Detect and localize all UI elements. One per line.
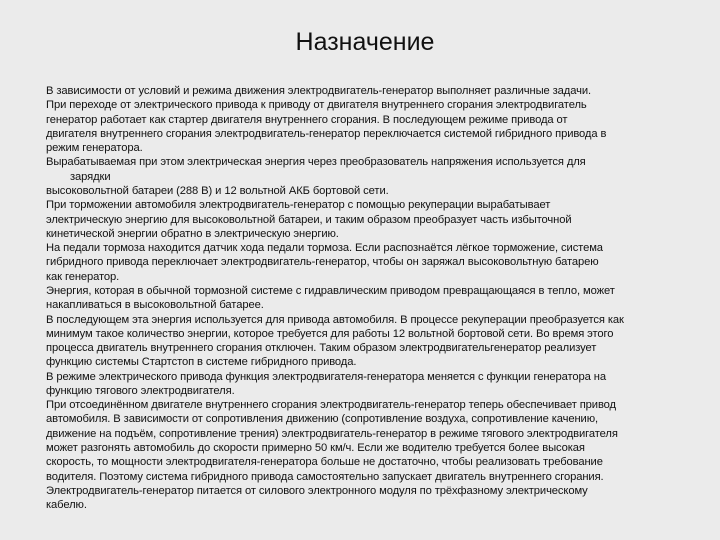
text-line: зарядки	[70, 170, 111, 183]
text-line: как генератор.	[46, 270, 120, 283]
text-line: электрическую энергию для высоковольтной батареи, и таким образом преобразует часть избыточной	[46, 213, 572, 226]
text-line: функцию тягового электродвигателя.	[46, 384, 235, 397]
text-line: автомобиля. В зависимости от сопротивления движению (сопротивление воздуха, сопротивление качению,	[46, 413, 598, 426]
text-line: Электродвигатель-генератор питается от силового электронного модуля по трёхфазному электрическому	[46, 484, 588, 497]
text-line: На педали тормоза находится датчик хода педали тормоза. Если распознаётся лёгкое торможение, система	[46, 242, 603, 255]
text-line: режим генератора.	[46, 142, 143, 155]
text-line: движение на подъём, сопротивление трения) электродвигатель-генератор в режиме тягового электродвигателя	[46, 427, 618, 440]
text-line: скорость, то мощности электродвигателя-генератора больше не достаточно, чтобы реализовать требование	[46, 456, 603, 469]
text-line: кабелю.	[46, 499, 87, 512]
text-line: В режиме электрического привода функция электродвигателя-генератора меняется с функции генератора на	[46, 370, 606, 383]
text-line: водителя. Поэтому система гибридного привода самостоятельно запускает двигатель внутреннего сгорания.	[46, 470, 604, 483]
text-line: гибридного привода переключает электродвигатель-генератор, чтобы он заряжал высоковольтную батарею	[46, 256, 599, 269]
body-text	[46, 84, 706, 512]
page-title: Назначение	[295, 28, 435, 56]
text-line: При отсоединённом двигателе внутреннего сгорания электродвигатель-генератор теперь обеспечивает привод	[46, 399, 616, 412]
text-line: Вырабатываемая при этом электрическая энергия через преобразователь напряжения используется для	[46, 156, 586, 169]
text-line: В последующем эта энергия используется для привода автомобиля. В процессе рекуперации преобразуется как	[46, 313, 624, 326]
text-line: двигателя внутреннего сгорания электродвигатель-генератор переключается системой гибридного привода в	[46, 127, 607, 140]
text-line: может разгонять автомобиль до скорости примерно 50 км/ч. Если же водителю требуется более высокая	[46, 442, 585, 455]
text-line: При торможении автомобиля электродвигатель-генератор с помощью рекуперации вырабатывает	[46, 199, 551, 212]
text-line: генератор работает как стартер двигателя внутреннего сгорания. В последующем режиме привода от	[46, 113, 568, 126]
text-line: минимум такое количество энергии, которое требуется для работы 12 вольтной бортовой сети. Во время этого	[46, 327, 614, 340]
text-line: функцию системы Стартстоп в системе гибридного привода.	[46, 356, 357, 369]
text-line: кинетической энергии обратно в электрическую энергию.	[46, 227, 339, 240]
text-line: При переходе от электрического привода к приводу от двигателя внутреннего сгорания электродвигатель	[46, 99, 587, 112]
text-line: Энергия, которая в обычной тормозной системе с гидравлическим приводом превращающаяся в тепло, может	[46, 284, 615, 297]
text-line: процесса двигатель внутреннего сгорания отключен. Таким образом электродвигательгенератор реализует	[46, 342, 597, 355]
text-line: В зависимости от условий и режима движения электродвигатель-генератор выполняет различные задачи.	[46, 85, 591, 97]
text-line: высоковольтной батареи (288 В) и 12 вольтной АКБ бортовой сети.	[46, 184, 389, 197]
text-line: накапливаться в высоковольтной батарее.	[46, 299, 264, 312]
